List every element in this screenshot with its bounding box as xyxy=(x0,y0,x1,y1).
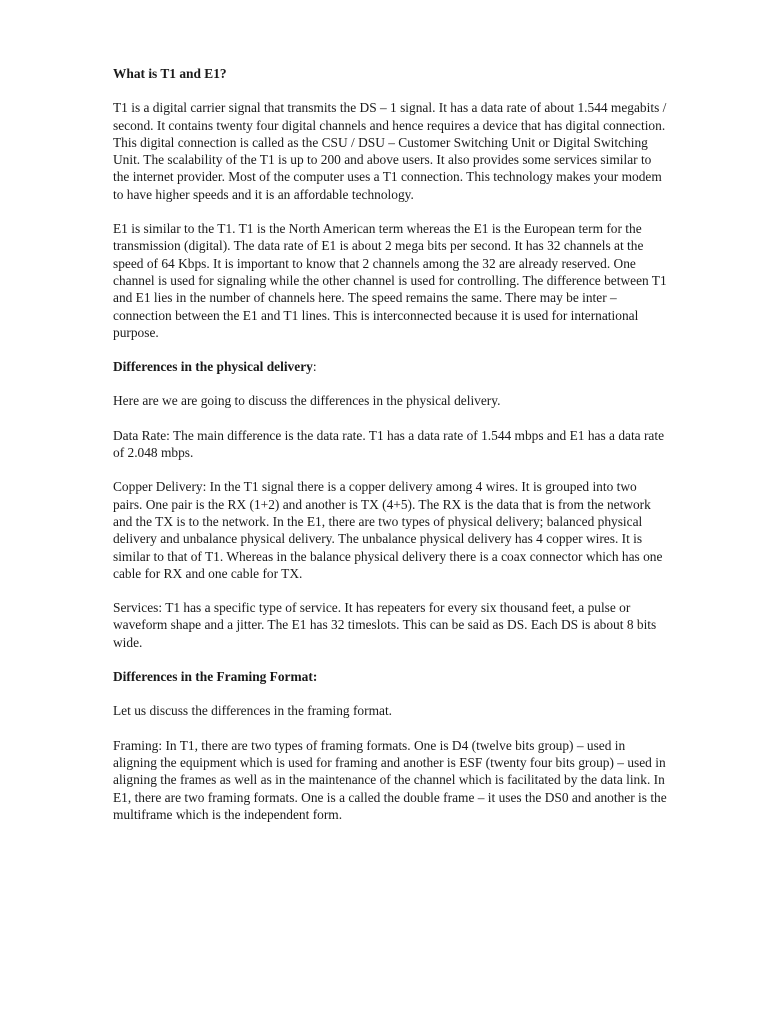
paragraph-t1-intro: T1 is a digital carrier signal that transmits the DS – 1 signal. It has a data rate of about 1.544 megabits / second. It contains twenty four digital channels and hence requires a device that has digital connection. This digital connection is called as the CSU / DSU – Customer Switching Unit or Digital Switching Unit. The scalability of the T1 is up to 200 and above users. It also provides some services similar to the internet provider. Most of the computer uses a T1 connection. This technology makes your modem to have higher speeds and it is an affordable technology. xyxy=(113,100,667,202)
paragraph-e1-intro: E1 is similar to the T1. T1 is the North American term whereas the E1 is the European term for the transmission (digital). The data rate of E1 is about 2 mega bits per second. It has 32 channels at the speed of 64 Kbps. It is important to know that 2 channels among the 32 are already reserved. One channel is used for signaling while the other channel is used for controlling. The difference between T1 and E1 lies in the number of channels here. The speed remains the same. There may be inter – connection between the E1 and T1 lines. This is interconnected because it is used for international purpose. xyxy=(113,221,667,340)
paragraph-copper-delivery: Copper Delivery: In the T1 signal there is a copper delivery among 4 wires. It is grouped into two pairs. One pair is the RX (1+2) and another is TX (4+5). The RX is the data that is from the network and the TX is to the network. In the E1, there are two types of physical delivery; balanced physical delivery and unbalance physical delivery. The unbalance physical delivery has 4 copper wires. It is similar to that of T1. Whereas in the balance physical delivery there is a coax connector which has one cable for RX and one cable for TX. xyxy=(113,479,663,581)
paragraph-framing-intro: Let us discuss the differences in the framing format. xyxy=(113,703,393,719)
section-heading-physical-delivery-colon: : xyxy=(312,359,317,375)
section-heading-physical-delivery xyxy=(113,358,668,375)
paragraph-data-rate: Data Rate: The main difference is the data rate. T1 has a data rate of 1.544 mbps and E1 has a data rate of 2.048 mbps. xyxy=(113,427,665,461)
section-heading-framing-format: Differences in the Framing Format: xyxy=(113,669,318,685)
document-title: What is T1 and E1? xyxy=(113,66,227,81)
paragraph-framing: Framing: In T1, there are two types of framing formats. One is D4 (twelve bits group) – used in aligning the equipment which is used for framing and another is ESF (twenty four bits group) – used in aligning the frames as well as in the maintenance of the channel which is facilitated by the data link. In E1, there are two framing formats. One is a called the double frame – it uses the DS0 and another is the multiframe which is the independent form. xyxy=(113,737,667,822)
section-heading-physical-delivery-text: Differences in the physical delivery xyxy=(113,359,313,375)
paragraph-services: Services: T1 has a specific type of service. It has repeaters for every six thousand feet, a pulse or waveform shape and a jitter. The E1 has 32 timeslots. This can be said as DS. Each DS is about 8 bits wide. xyxy=(113,600,657,650)
paragraph-physical-intro: Here are we are going to discuss the differences in the physical delivery. xyxy=(113,393,501,409)
